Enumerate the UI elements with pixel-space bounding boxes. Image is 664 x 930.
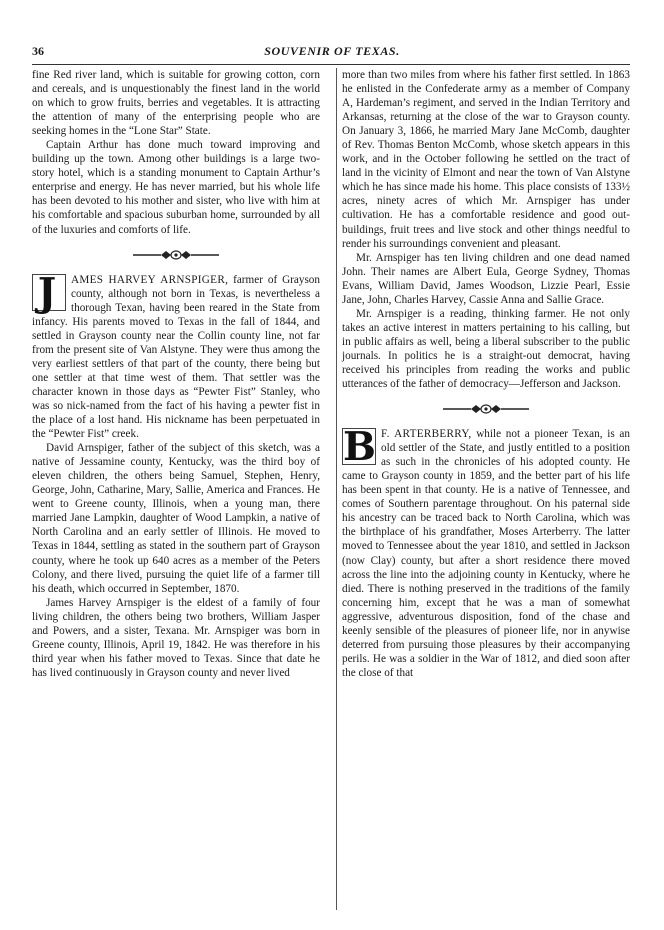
biography-name: AMES HARVEY ARNSPIGER, <box>71 273 229 286</box>
right-column <box>342 68 630 680</box>
paragraph: James Harvey Arnspiger is the eldest of a family of four living children, the others being two brothers, William Jasper and Powers, and a sister, Texana. Mr. Arnspiger was born in Greene county, Illinois, April 19, 1842. He was therefore in his third year when his father moved to Texas. Since that date he has lived continuously in Grayson county and never lived <box>32 596 320 679</box>
drop-cap: J <box>32 274 66 311</box>
biography-paragraph <box>342 424 630 680</box>
section-ornament <box>32 249 320 263</box>
paragraph: fine Red river land, which is suitable for growing cotton, corn and cereals, and is unquestionably the finest land in the world on which to grow fruits, berries and vegetables. It is attracting the attention of many of the enterprising people who are seeking homes in the “Lone Star” State. <box>32 69 320 138</box>
biography-paragraph <box>32 269 320 442</box>
paragraph: David Arnspiger, father of the subject of this sketch, was a native of Jessamine county, Kentucky, was the third boy of eleven children, the others being Samuel, Stephen, Henry, George, John, Catharine, Mary, Sallie, America and Frances. He went to Greene county, Illinois, when a young man, there married Jane Lampkin, daughter of Wood Lampkin, a native of North Carolina and an early settler of Illinois. He moved to Texas in 1844, settling as stated in the southern part of Grayson county, where he took up 640 acres as a member of the Peters Colony, and there lived, pursuing the quiet life of a farmer till his death, which occurred in September, 1870. <box>32 442 320 595</box>
paragraph: more than two miles from where his father first settled. In 1863 he enlisted in the Confederate army as a member of Company A, Hardeman’s regiment, and served in the Indian Territory and Arkansas, returning at the close of the war to Grayson county. On January 3, 1866, he married Mary Jane McComb, daughter of Rev. Thomas Benton McComb, whose sketch appears in this work, and in the October following he settled on the tract of land in the vicinity of Elmont and near the town of Van Alstyne which he has since made his home. This place consists of 133½ acres, ninety acres of which Mr. Arnspiger has under cultivation. He has a comfortable residence and good out-buildings, fruit trees and live stock and other things needful to render his surroundings convenient and pleasant. <box>342 69 630 250</box>
drop-cap: B <box>343 424 376 471</box>
paragraph: Mr. Arnspiger has ten living children and one dead named John. Their names are Albert Eula, George Sydney, Thomas Evans, William David, James Woodson, Lizzie Pearl, Essie Jane, John, Charles Harvey, Cassie Anna and Sallie Grace. <box>342 251 630 306</box>
biography-text: farmer of Grayson county, although not born in Texas, is nevertheless a thorough Texan, having been reared in the State from infancy. His parents moved to Texas in the fall of 1844, and settled in Grayson county near the Collin county line, not far from the present site of Van Alstyne. They were thus among the very earliest settlers of that part of the county, there being but one settler at that time west of them. That settler was the character known in those days as “Pewter Fist” Stanley, who was so nick-named from the fact of his having a pewter fist in the place of a lost hand. His nickname has been perpetuated in the “Pewter Fist” creek. <box>32 273 320 441</box>
header-rule <box>32 64 630 65</box>
paragraph: Mr. Arnspiger is a reading, thinking farmer. He not only takes an active interest in matters pertaining to his calling, but in public affairs as well, being a liberal subscriber to the public journals. In politics he is a straight-out democrat, having received his principles from reading the works and public utterances of the father of democracy—Jefferson and Jackson. <box>342 307 630 391</box>
paragraph: Captain Arthur has done much toward improving and building up the town. Among other buildings is a large two-story hotel, which is a standing monument to Captain Arthur’s enterprise and energy. He has never married, but his whole life has been devoted to his mother and sister, who live with him at his comfortable and spacious suburban home, surrounded by all of the luxuries and comforts of life. <box>32 139 320 236</box>
column-divider <box>336 68 337 910</box>
page-header <box>32 44 632 64</box>
running-title: SOUVENIR OF TEXAS. <box>264 44 400 58</box>
ornament-divider-icon <box>441 403 531 415</box>
biography-name: F. ARTERBERRY, <box>381 428 472 441</box>
section-ornament <box>342 403 630 417</box>
left-column <box>32 68 320 680</box>
ornament-divider-icon <box>131 249 221 261</box>
biography-text: while not a pioneer Texan, is an old settler of the State, and justly entitled to a position as such in the chronicles of his adopted county. He came to Grayson county in 1859, and the better part of his life has been spent in that county. He is a native of Tennessee, and comes of Southern parentage throughout. On his paternal side his ancestry can be traced back to North Carolina, which was the birthplace of his grandfather, Moses Arterberry. The latter moved to Tennessee about the year 1810, and settled in Jackson (now Clay) county, but after a short residence there moved across the line into the adjoining county in Kentucky, where he died. There is nothing preserved in the traditions of the family concerning him, except that he was a man of somewhat aggressive, adventurous disposition, fond of the chase and keenly sensible of the pleasures of pioneer life, nor in anywise deterred from pursuing those pleasures by their accompanying perils. He was a soldier in the War of 1812, and died soon after the close of that <box>342 428 630 679</box>
page-number: 36 <box>32 44 44 58</box>
